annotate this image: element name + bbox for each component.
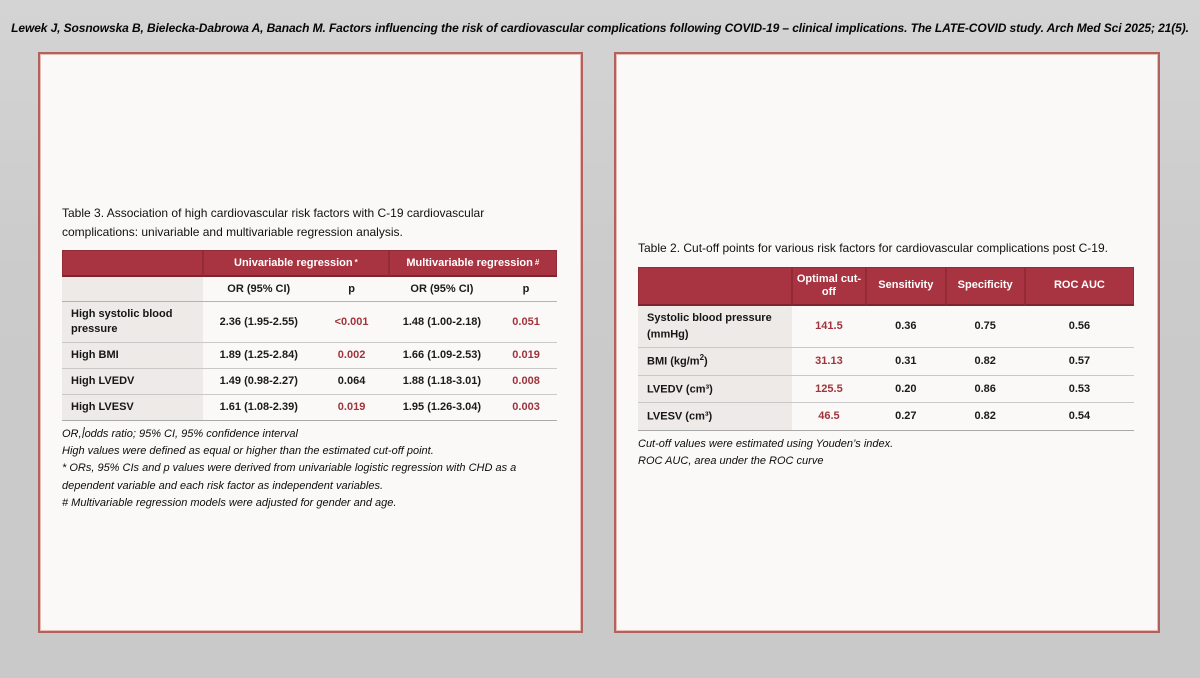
table3-cell-p2: 0.003 (495, 395, 557, 421)
table3-subheader-p1: p (314, 277, 388, 302)
table2-cell-sensitivity: 0.20 (866, 376, 945, 404)
table3-subheader-empty-cell (62, 277, 203, 302)
table3-cell-p1: <0.001 (314, 302, 388, 343)
table2-cell-sensitivity: 0.36 (866, 306, 945, 348)
table3-row-label: High LVEDV (62, 369, 203, 395)
table2-header-specificity: Specificity (946, 267, 1025, 306)
table2 (638, 267, 1134, 431)
univariable-regression-label: Univariable regression (234, 256, 353, 269)
table2-header-rocauc: ROC AUC (1025, 267, 1134, 306)
table3-header-multivariable (389, 250, 557, 277)
table3-cell-or1: 2.36 (1.95-2.55) (203, 302, 314, 343)
table3-header-empty-cell (62, 250, 203, 277)
table2-title: Table 2. Cut-off points for various risk factors for cardiovascular complications post C-19. (638, 241, 1108, 255)
table2-footnote-youden: Cut-off values were estimated using Youden’s index. (638, 437, 894, 450)
table3-cell-or2: 1.66 (1.09-2.53) (389, 343, 495, 369)
table3-cell-or1: 1.49 (0.98-2.27) (203, 369, 314, 395)
table3-cell-or1: 1.89 (1.25-2.84) (203, 343, 314, 369)
table3-row-label: High systolic blood pressure (62, 302, 203, 343)
table3-cell-p1: 0.019 (314, 395, 388, 421)
table3-footnote-abbrev (62, 426, 557, 443)
table2-header-empty-cell (638, 267, 792, 306)
table2-cell-rocauc: 0.53 (1025, 376, 1134, 404)
table3 (62, 250, 557, 421)
table2-cell-specificity: 0.75 (946, 306, 1025, 348)
row-label-sup: 2 (699, 353, 705, 363)
table3-cell-p2: 0.019 (495, 343, 557, 369)
table2-cell-cutoff: 125.5 (792, 376, 866, 404)
table3-footnote-multivariable: # Multivariable regression models were adjusted for gender and age. (62, 497, 397, 510)
table2-header-sensitivity: Sensitivity (866, 267, 945, 306)
table3-header-univariable (203, 250, 389, 277)
table2-cell-specificity: 0.86 (946, 376, 1025, 404)
univariable-footnote-marker: * (354, 258, 358, 268)
table2-cell-rocauc: 0.56 (1025, 306, 1134, 348)
row-label-text: ) (704, 355, 708, 368)
table3-cell-or2: 1.48 (1.00-2.18) (389, 302, 495, 343)
table3-cell-p2: 0.008 (495, 369, 557, 395)
table2-cell-sensitivity: 0.31 (866, 348, 945, 376)
table3-row-label: High LVESV (62, 395, 203, 421)
table2-panel (614, 52, 1160, 633)
footnote-text: odds ratio; 95% CI, 95% confidence interval (84, 427, 298, 440)
table3-footnote-high-values: High values were defined as equal or higher than the estimated cut-off point. (62, 445, 434, 458)
table2-cell-rocauc: 0.57 (1025, 348, 1134, 376)
table3-cell-or1: 1.61 (1.08-2.39) (203, 395, 314, 421)
row-label-text: LVESV (cm³) (647, 410, 713, 423)
table2-row-label (638, 403, 792, 431)
table3-panel (38, 52, 583, 633)
table3-subheader-p2: p (495, 277, 557, 302)
table2-cell-specificity: 0.82 (946, 348, 1025, 376)
table2-row-label (638, 376, 792, 404)
table2-cell-cutoff: 141.5 (792, 306, 866, 348)
footnote-text: OR, (62, 427, 82, 440)
table3-title: Table 3. Association of high cardiovascular risk factors with C-19 cardiovascular complications: univariable and multivariable regression analysis. (62, 206, 485, 239)
table2-cell-rocauc: 0.54 (1025, 403, 1134, 431)
multivariable-footnote-marker: # (534, 258, 540, 268)
row-label-text: BMI (kg/m (647, 355, 700, 368)
table3-subheader-or2: OR (95% CI) (389, 277, 495, 302)
table3-cell-p1: 0.064 (314, 369, 388, 395)
table2-cell-cutoff: 46.5 (792, 403, 866, 431)
table2-cell-specificity: 0.82 (946, 403, 1025, 431)
table3-cell-or2: 1.88 (1.18-3.01) (389, 369, 495, 395)
row-label-text: LVEDV (cm³) (647, 383, 713, 396)
table2-row-label (638, 306, 792, 348)
table3-cell-p2: 0.051 (495, 302, 557, 343)
table3-cell-p1: 0.002 (314, 343, 388, 369)
table3-cell-or2: 1.95 (1.26-3.04) (389, 395, 495, 421)
table3-footnote-univariable: * ORs, 95% CIs and p values were derived from univariable logistic regression with CHD as a dependent variable and each risk factor as independent variables. (62, 462, 517, 492)
citation-header: Lewek J, Sosnowska B, Bielecka-Dabrowa A, Banach M. Factors influencing the risk of cardiovascular complications following COVID-19 – clinical implications. The LATE-COVID study. Arch Med Sci 2025; 21(5). (11, 21, 1189, 35)
table2-footnote-rocauc: ROC AUC, area under the ROC curve (638, 455, 824, 468)
table2-row-label (638, 348, 792, 376)
multivariable-regression-label: Multivariable regression (406, 256, 533, 269)
table2-cell-cutoff: 31.13 (792, 348, 866, 376)
table3-subheader-or1: OR (95% CI) (203, 277, 314, 302)
table3-row-label: High BMI (62, 343, 203, 369)
table3-footnotes (62, 426, 557, 513)
table2-footnotes (638, 436, 1134, 471)
table2-cell-sensitivity: 0.27 (866, 403, 945, 431)
row-label-text: Systolic blood pressure (mmHg) (647, 311, 772, 341)
table2-header-cutoff: Optimal cut-off (792, 267, 866, 306)
